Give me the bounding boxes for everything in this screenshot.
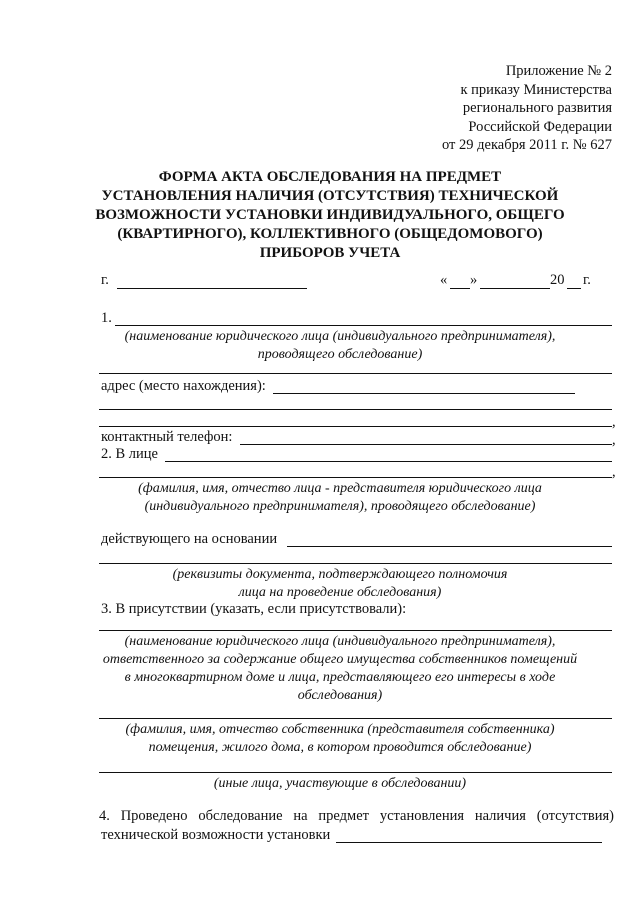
title-line: ВОЗМОЖНОСТИ УСТАНОВКИ ИНДИВИДУАЛЬНОГО, ОБЩЕГО — [95, 207, 565, 223]
address-comma: , — [612, 414, 616, 430]
appendix-line: регионального развития — [462, 100, 612, 116]
phone-field[interactable] — [240, 444, 612, 445]
representative-name-continuation-field[interactable] — [99, 477, 612, 478]
year-field[interactable] — [567, 288, 581, 289]
item4-word: обследование — [198, 808, 283, 824]
form-title — [60, 168, 600, 263]
caption-line: помещения, жилого дома, в котором проводится обследование) — [148, 740, 532, 755]
other-participants-field[interactable] — [99, 772, 612, 773]
address-label: адрес (место нахождения): — [101, 378, 266, 394]
year-suffix: г. — [583, 272, 591, 288]
address-field[interactable] — [273, 393, 575, 394]
caption-line: (наименование юридического лица (индивидуального предпринимателя), — [124, 329, 556, 344]
caption-line: (наименование юридического лица (индивидуального предпринимателя), — [124, 634, 556, 649]
phone-label: контактный телефон: — [101, 429, 233, 445]
date-open-quote: « — [440, 272, 448, 288]
owner-name-field[interactable] — [99, 718, 612, 719]
item4-word: (отсутствия) — [536, 808, 615, 824]
item4-word: 4. — [99, 808, 110, 824]
title-line: УСТАНОВЛЕНИЯ НАЛИЧИЯ (ОТСУТСТВИЯ) ТЕХНИЧЕСКОЙ — [101, 188, 559, 204]
city-prefix: г. — [101, 272, 109, 288]
caption-line: проводящего обследование) — [257, 347, 423, 362]
item4-word: предмет — [318, 808, 370, 824]
caption-line: (фамилия, имя, отчество собственника (представителя собственника) — [125, 722, 555, 737]
item4-word: наличия — [474, 808, 526, 824]
organization-name-continuation-field[interactable] — [99, 373, 612, 374]
title-line: ПРИБОРОВ УЧЕТА — [259, 245, 401, 261]
address-continuation-field-2[interactable] — [99, 426, 612, 427]
representative-comma: , — [612, 464, 616, 480]
phone-comma: , — [612, 432, 616, 448]
item1-number: 1. — [101, 310, 112, 326]
item4-word: на — [293, 808, 308, 824]
city-field[interactable] — [117, 288, 307, 289]
appendix-line: от 29 декабря 2011 г. № 627 — [442, 137, 612, 153]
item4-text-line2: технической возможности установки — [101, 827, 331, 843]
address-continuation-field[interactable] — [99, 409, 612, 410]
appendix-line: Российской Федерации — [468, 118, 612, 135]
caption-line: лица на проведение обследования) — [238, 585, 442, 600]
day-field[interactable] — [450, 288, 470, 289]
date-close-quote: » — [470, 272, 478, 288]
item4-word: установления — [379, 808, 465, 824]
caption-line: (фамилия, имя, отчество лица - представителя юридического лица — [138, 481, 542, 496]
appendix-block — [442, 62, 612, 155]
installation-possibility-field[interactable] — [336, 842, 602, 843]
item4-text-line1 — [99, 808, 614, 825]
caption-line: (реквизиты документа, подтверждающего полномочия — [172, 567, 508, 582]
item4-word: Проведено — [120, 808, 188, 824]
basis-continuation-field[interactable] — [99, 563, 612, 564]
caption-line: в многоквартирном доме и лица, представляющего его интересы в ходе — [124, 670, 556, 685]
appendix-line: Приложение № 2 — [505, 63, 612, 79]
owner-caption — [90, 721, 590, 757]
month-field[interactable] — [480, 288, 550, 289]
caption-line: (индивидуального предпринимателя), проводящего обследование) — [144, 499, 536, 514]
representative-caption — [90, 480, 590, 516]
title-line: (КВАРТИРНОГО), КОЛЛЕКТИВНОГО (ОБЩЕДОМОВОГО) — [117, 226, 543, 242]
appendix-line: к приказу Министерства — [460, 81, 612, 98]
caption-line: обследования) — [297, 688, 383, 703]
basis-label: действующего на основании — [101, 531, 278, 547]
item2-label: 2. В лице — [101, 446, 158, 462]
representative-name-field[interactable] — [165, 461, 612, 462]
responsible-organization-caption — [80, 633, 600, 705]
item3-label: 3. В присутствии (указать, если присутствовали): — [101, 601, 407, 617]
other-participants-caption: (иные лица, участвующие в обследовании) — [213, 776, 467, 791]
year-prefix: 20 — [550, 272, 565, 288]
responsible-organization-field[interactable] — [99, 630, 612, 631]
basis-caption — [90, 566, 590, 602]
basis-field[interactable] — [287, 546, 612, 547]
organization-name-field[interactable] — [115, 325, 612, 326]
caption-line: ответственного за содержание общего имущества собственников помещений — [102, 652, 578, 667]
title-line: ФОРМА АКТА ОБСЛЕДОВАНИЯ НА ПРЕДМЕТ — [158, 169, 502, 185]
organization-caption — [90, 328, 590, 364]
